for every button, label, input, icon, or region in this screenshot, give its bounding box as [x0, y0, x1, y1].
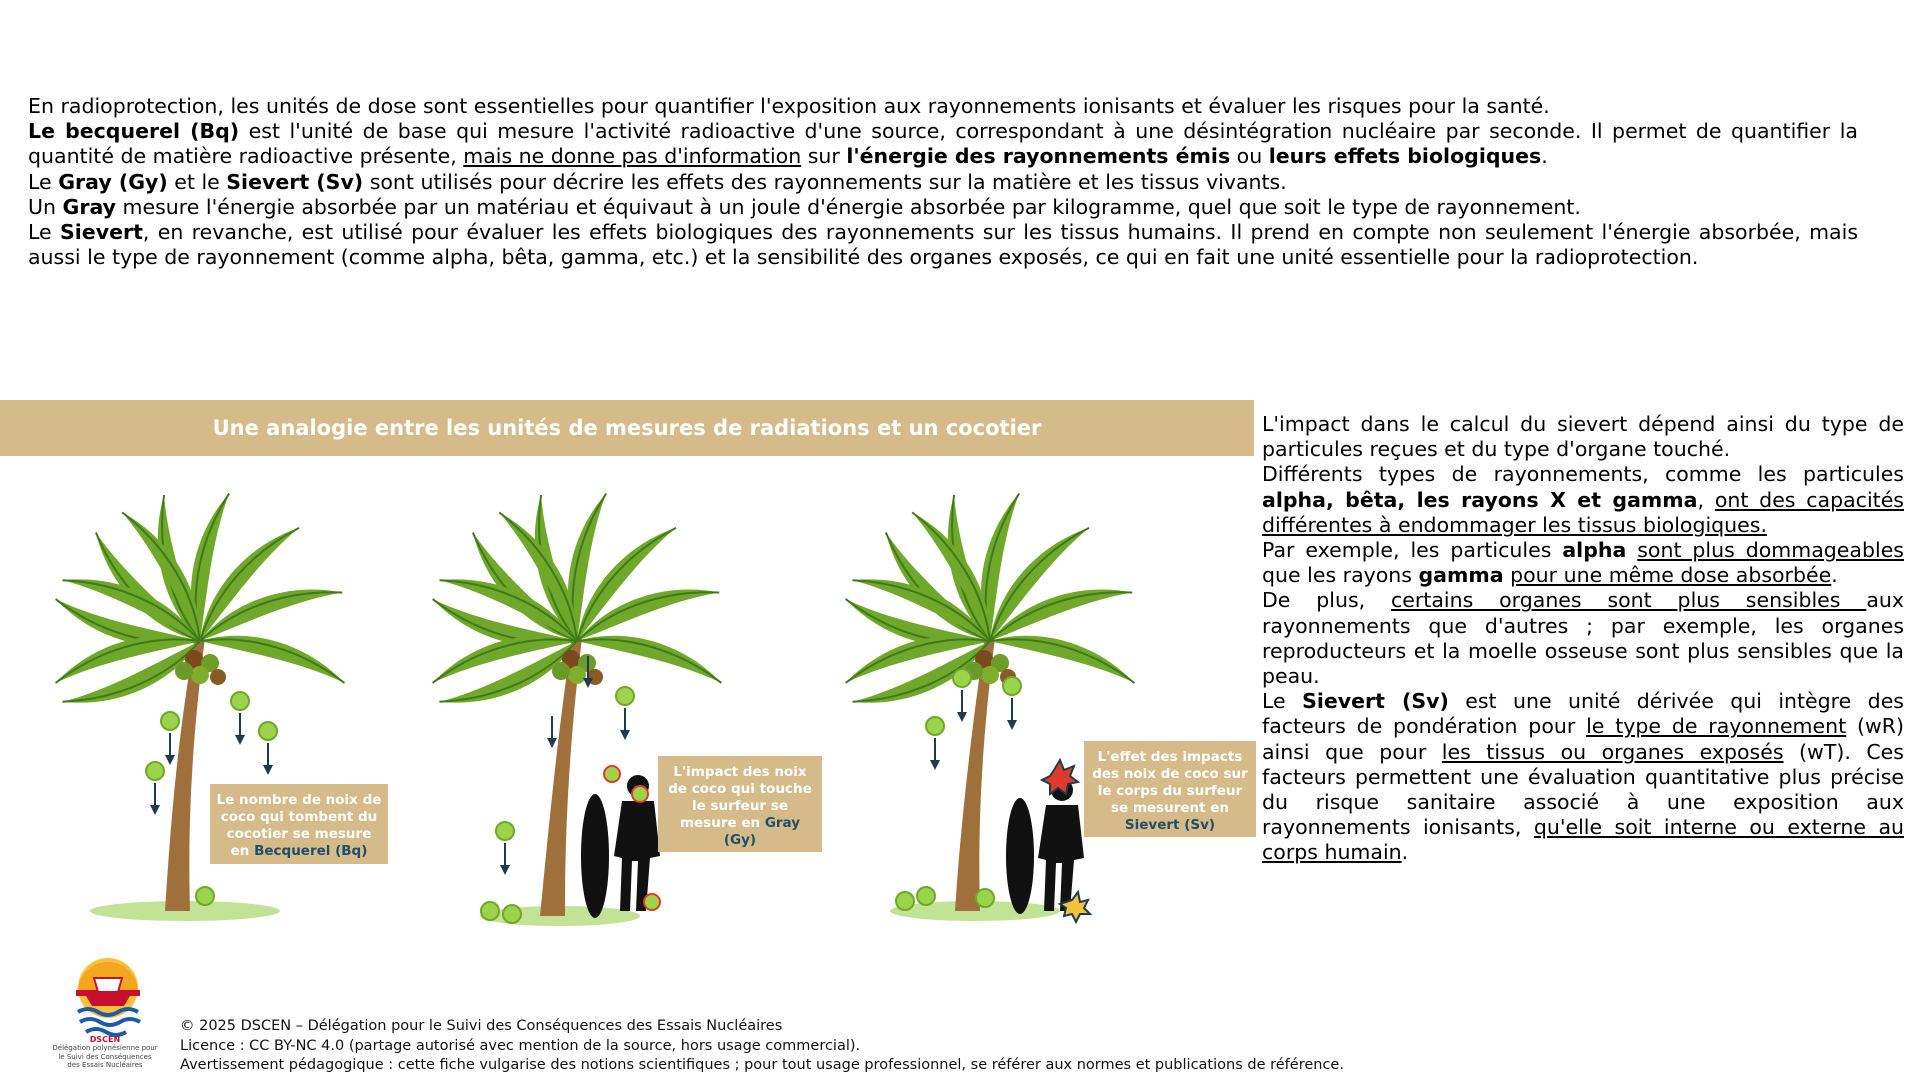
- alpha-term: alpha: [1562, 538, 1627, 563]
- side-paragraph-4: [1262, 588, 1904, 689]
- logo-line: Délégation polynésienne pour: [52, 1044, 158, 1053]
- text: mesure l'énergie absorbée par un matériau et équivaut à un joule d'énergie absorbée par kilogramme, quel que soit le type de rayonnement.: [116, 194, 1581, 219]
- analogy-title: Une analogie entre les unités de mesures de radiations et un cocotier: [212, 416, 1042, 440]
- becquerel-term: Le becquerel (Bq): [28, 119, 240, 144]
- text: Par exemple, les particules: [1262, 538, 1563, 563]
- bold-text: l'énergie des rayonnements émis: [846, 144, 1231, 169]
- text: est une unité dérivée qui intègre des facteurs de pondération pour: [1262, 689, 1904, 739]
- side-paragraph-3: [1262, 538, 1904, 588]
- text: sur: [801, 144, 847, 169]
- caption-text: L'effet des impacts des noix de coco sur le corps du surfeur se mesurent en: [1092, 749, 1248, 816]
- gamma-term: gamma: [1418, 563, 1504, 588]
- sievert-term: Sievert (Sv): [226, 169, 364, 194]
- text: (wT). Ces facteurs permettent une évaluation quantitative plus précise du risque sanitaire associé à une exposition aux rayonnements ionisants,: [1262, 739, 1904, 840]
- license-line: Licence : CC BY-NC 4.0 (partage autorisé avec mention de la source, hors usage commercial).: [180, 1037, 861, 1054]
- logo-line: le Suivi des Conséquences: [58, 1052, 152, 1061]
- caption-gray: [658, 756, 822, 852]
- coconut-tree-illustration: [0, 456, 1254, 936]
- sievert-unit: Sievert (Sv): [1124, 817, 1216, 833]
- palm-trees-drawing: [0, 456, 1254, 936]
- gray-unit: Gray (Gy): [723, 815, 801, 848]
- side-paragraph-1: [1262, 412, 1904, 462]
- intro-sentence: En radioprotection, les unités de dose sont essentielles pour quantifier l'exposition aux rayonnements ionisants et évaluer les risques pour la santé.: [28, 94, 1550, 118]
- underline-text: le type de rayonnement: [1586, 714, 1847, 739]
- text: Le: [28, 220, 61, 245]
- caption-text: Le nombre de noix de coco qui tombent du cocotier se mesure en: [216, 792, 382, 859]
- side-paragraph-5: [1262, 689, 1904, 865]
- text: aux rayonnements que d'autres ; par exemple, les organes reproducteurs et la moelle osseuse sont plus sensibles que la peau.: [1262, 588, 1904, 689]
- palm-tree-3: [840, 489, 1140, 922]
- underline-text: pour une même dose absorbée: [1510, 563, 1832, 588]
- intro-text: [28, 94, 1858, 270]
- caption-becquerel: [210, 784, 388, 864]
- sievert-term: Sievert (Sv): [1302, 689, 1449, 714]
- text: L'impact dans le calcul du sievert dépend ainsi du type de particules reçues et du type d'organe touché.: [1262, 412, 1904, 462]
- underline-text: sont plus dommageables: [1637, 538, 1904, 563]
- underline-text: mais ne donne pas d'information: [463, 144, 802, 169]
- intro-paragraph-gray: [28, 195, 1858, 220]
- logo-abbreviation: DSCEN: [89, 1035, 121, 1044]
- caption-text: L'impact des noix de coco qui touche le surfeur se mesure en: [668, 764, 812, 831]
- palm-tree-2: [427, 489, 727, 926]
- gray-term: Gray (Gy): [58, 169, 168, 194]
- intro-paragraph-sievert: [28, 220, 1858, 270]
- underline-text: les tissus ou organes exposés: [1441, 739, 1784, 764]
- text: De plus,: [1262, 588, 1391, 613]
- caption-sievert: [1084, 741, 1256, 837]
- side-text: [1262, 412, 1904, 866]
- footer: [180, 1017, 1680, 1076]
- text: Un: [28, 194, 63, 219]
- copyright-line: © 2025 DSCEN – Délégation pour le Suivi des Conséquences des Essais Nucléaires: [180, 1018, 783, 1034]
- text: Le: [1262, 689, 1303, 714]
- text: .: [1541, 144, 1548, 169]
- underline-text: certains organes sont plus sensibles: [1391, 588, 1867, 613]
- side-paragraph-2: [1262, 462, 1904, 538]
- intro-paragraph-becquerel: [28, 119, 1858, 169]
- text: .: [1831, 563, 1838, 588]
- sievert-term: Sievert: [60, 220, 143, 245]
- text: ou: [1230, 144, 1269, 169]
- becquerel-unit: Becquerel (Bq): [254, 843, 368, 859]
- disclaimer-line: Avertissement pédagogique : cette fiche vulgarise des notions scientifiques ; pour tout usage professionnel, se référer aux normes et publications de référence.: [180, 1057, 1344, 1073]
- intro-paragraph-gray-sievert: [28, 170, 1858, 195]
- text: Différents types de rayonnements, comme les particules: [1262, 462, 1904, 487]
- analogy-banner: [0, 400, 1254, 456]
- underline-text: qu'elle soit interne ou externe au corps humain: [1262, 815, 1905, 865]
- text: sont utilisés pour décrire les effets des rayonnements sur la matière et les tissus vivants.: [363, 169, 1287, 194]
- polynesia-emblem-icon: [56, 952, 160, 1042]
- text: [1626, 538, 1637, 562]
- bold-text: leurs effets biologiques: [1268, 144, 1542, 169]
- text: .: [1401, 840, 1409, 865]
- logo-line: des Essais Nucléaires: [67, 1061, 143, 1070]
- intro-paragraph-1: [28, 94, 1858, 119]
- text: , en revanche, est utilisé pour évaluer les effets biologiques des rayonnements sur les tissus humains. Il prend en compte non seulement l'énergie absorbée, mais aussi le type de rayonnement (comme alpha, bêta, gamma, etc.) et la sensibilité des organes exposés, ce qui en fait une unité essentielle pour la radioprotection.: [28, 220, 1858, 270]
- text: est l'unité de base qui mesure l'activité radioactive d'une source, correspondant à une désintégration nucléaire par seconde. Il permet de quantifier la quantité de matière radioactive présente,: [28, 119, 1858, 169]
- gray-term: Gray: [62, 194, 117, 219]
- bold-text: alpha, bêta, les rayons X et gamma: [1262, 487, 1698, 512]
- text: et le: [167, 169, 227, 194]
- text: Le: [28, 169, 59, 194]
- logo-caption: [50, 1036, 160, 1070]
- underline-text: ont des capacités différentes à endommager les tissus biologiques.: [1262, 487, 1904, 537]
- text: que les rayons: [1262, 563, 1419, 588]
- text: (wR) ainsi que pour: [1262, 714, 1904, 764]
- text: ,: [1697, 487, 1715, 512]
